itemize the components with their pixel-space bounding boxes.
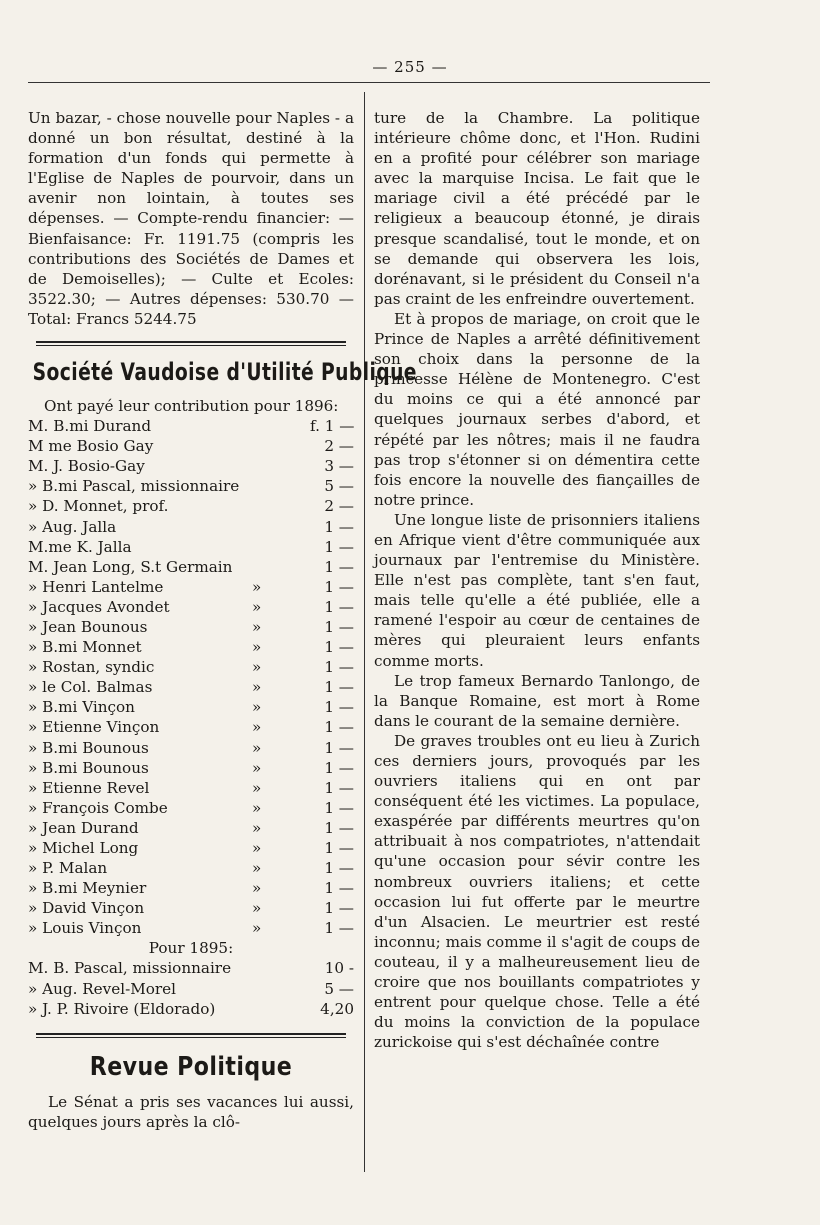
donor-row [28, 778, 354, 798]
donor-amount: 1 — [324, 778, 354, 797]
donor-ditto-mark [252, 958, 310, 978]
donor-name: » Louis Vinçon [28, 919, 142, 938]
donor-list-1895 [28, 958, 354, 1018]
donor-row [28, 657, 354, 677]
donor-ditto-mark: » [252, 839, 262, 857]
donor-name: » François Combe [28, 798, 168, 817]
donor-ditto-mark: » [252, 638, 262, 657]
donor-name: » B.mi Bounous [28, 738, 149, 757]
donor-ditto-mark [252, 456, 310, 476]
donor-amount: 1 — [324, 899, 354, 918]
donor-row [28, 416, 354, 436]
donor-ditto-mark: » [252, 658, 262, 677]
donor-amount: 4,20 [320, 999, 354, 1018]
donor-row [28, 517, 354, 537]
section-rule-2 [36, 1033, 346, 1038]
donor-row [28, 858, 354, 878]
donor-name: » Henri Lantelme [28, 577, 164, 596]
donor-name: » B.mi Meynier [28, 879, 147, 898]
right-column [374, 108, 700, 1052]
revue-title: Revue Politique [89, 1051, 293, 1082]
donor-name: » Jacques Avondet [28, 597, 170, 616]
donor-amount: 2 — [324, 497, 354, 516]
donor-row [28, 958, 354, 978]
donor-amount: 3 — [324, 457, 354, 476]
donor-name: » Michel Long [28, 839, 139, 857]
donor-ditto-mark [252, 537, 310, 557]
donor-ditto-mark: » [252, 738, 262, 757]
donor-ditto-mark: » [252, 899, 262, 918]
donor-name: » Etienne Vinçon [28, 718, 160, 737]
donor-ditto-mark: » [252, 818, 262, 837]
zurich-paragraph: De graves troubles ont eu lieu à Zurich ces derniers jours, provoqués par les ouvriers italiens qui en ont par conséquent été les victimes. La populace, exaspérée par différents meurtres qu'on attribuait à nos compatriotes, n'attendait qu'une occasion pour sévir contre les nombreux ouvriers italiens; et cette occasion lui fut offerte par le meurtre d'un Alsacien. Le meurtrier est resté inconnu; mais comme il s'agit de coups de couteau, il y a malheureusement lieu de croire que nos bouillants compatriotes y entrent pour quelque chose. Telle a été du moins la conviction de la populace zurickoise qui s'est déchaînée contre [374, 731, 700, 1052]
donor-amount: 1 — [324, 859, 354, 878]
donor-amount: 1 — [324, 738, 354, 757]
donor-amount: 1 — [324, 557, 354, 576]
donor-name: » Aug. Jalla [28, 517, 117, 536]
donor-amount: 1 — [324, 758, 354, 777]
donor-name: M. B. Pascal, missionnaire [28, 959, 232, 978]
donor-name: » Jean Durand [28, 818, 139, 837]
donor-row [28, 496, 354, 516]
revue-paragraph: Le Sénat a pris ses vacances lui aussi, quelques jours après la clô- [28, 1092, 354, 1131]
donor-ditto-mark: » [252, 617, 262, 636]
donor-ditto-mark [252, 436, 310, 456]
donor-ditto-mark: » [252, 758, 262, 777]
donor-amount: 1 — [324, 617, 354, 636]
donor-amount: 1 — [324, 919, 354, 938]
donor-amount: 2 — [324, 437, 354, 456]
donor-amount: 1 — [324, 517, 354, 536]
donor-row [28, 476, 354, 496]
donor-row [28, 979, 354, 999]
donor-row [28, 918, 354, 938]
donor-name: M.me K. Jalla [28, 537, 132, 556]
donor-name: M me Bosio Gay [28, 437, 154, 456]
donor-name: » D. Monnet, prof. [28, 497, 169, 516]
donor-row [28, 537, 354, 557]
section-rule [36, 341, 346, 346]
donor-ditto-mark [252, 517, 310, 537]
donor-ditto-mark [252, 496, 310, 516]
donor-amount: 5 — [324, 477, 354, 496]
society-title: Société Vaudoise d'Utilité Publique [32, 358, 417, 387]
donor-name: M. Jean Long, S.t Germain [28, 557, 233, 576]
donor-name: » Jean Bounous [28, 617, 148, 636]
donor-name: » J. P. Rivoire (Eldorado) [28, 999, 216, 1018]
donor-name: » Aug. Revel-Morel [28, 979, 177, 998]
donor-amount: 1 — [324, 678, 354, 697]
donor-amount: 10 - [324, 959, 354, 978]
donor-name: » B.mi Vinçon [28, 698, 135, 717]
donor-row [28, 456, 354, 476]
donor-name: » David Vinçon [28, 899, 145, 918]
donor-row [28, 436, 354, 456]
donor-amount: 1 — [324, 638, 354, 657]
subheading-1895: Pour 1895: [148, 939, 234, 958]
donor-row [28, 798, 354, 818]
bazar-paragraph: Un bazar, - chose nouvelle pour Naples - a donné un bon résultat, destiné à la formation d'un fonds qui permette à l'Eglise de Naples de pourvoir, dans un avenir non lointain, à toutes ses dépenses. — Compte-rendu financier: —Bienfaisance: Fr. 1191.75 (compris les contributions des Sociétés de Dames et de Demoiselles); — Culte et Ecoles: 3522.30; — Autres dépenses: 530.70 — Total: Francs 5244.75 [28, 109, 354, 328]
page-number: — 255 — [372, 58, 448, 76]
donor-amount: 1 — [324, 597, 354, 616]
donor-row [28, 878, 354, 898]
donor-name: » B.mi Pascal, missionnaire [28, 477, 240, 496]
donor-row [28, 697, 354, 717]
donor-ditto-mark [252, 979, 310, 999]
donor-name: » B.mi Monnet [28, 638, 142, 657]
donor-row [28, 738, 354, 758]
donor-ditto-mark: » [252, 798, 262, 817]
donor-ditto-mark: » [252, 718, 262, 737]
donor-ditto-mark: » [252, 698, 262, 717]
donor-amount: 1 — [324, 839, 354, 857]
donor-ditto-mark: » [252, 597, 262, 616]
donor-name: » Etienne Revel [28, 778, 150, 797]
donor-ditto-mark [252, 999, 310, 1019]
left-column [28, 108, 417, 1132]
donor-name: » P. Malan [28, 859, 108, 878]
contribution-intro: Ont payé leur contribution pour 1896: [44, 397, 339, 416]
donor-row [28, 999, 354, 1019]
donor-name: M. J. Bosio-Gay [28, 457, 145, 476]
donor-row [28, 818, 354, 838]
donor-row [28, 758, 354, 778]
donor-amount: 1 — [324, 658, 354, 677]
rudini-paragraph: ture de la Chambre. La politique intérieure chôme donc, et l'Hon. Rudini en a profité pour célébrer son mariage avec la marquise Incisa. Le fait que le mariage civil a été précédé par le religieux a beaucoup étonné, je dirais presque scandalisé, tout le monde, et on se demande qui observera les lois, dorénavant, si le président du Conseil n'a pas craint de les enfreindre ouvertement. [374, 109, 700, 308]
donor-ditto-mark: » [252, 879, 262, 898]
prince-paragraph: Et à propos de mariage, on croit que le Prince de Naples a arrêté définitivement son choix dans la personne de la princesse Hélène de Montenegro. C'est du moins ce qui a été annoncé par quelques journaux serbes d'abord, et répété par les nôtres; mais il ne faudra pas trop s'étonner si on démentira cette fois encore la nouvelle des fiançailles de notre prince. [374, 309, 700, 509]
donor-amount: 1 — [324, 698, 354, 717]
donor-row [28, 838, 354, 858]
donor-amount: 1 — [324, 718, 354, 737]
donor-ditto-mark [252, 557, 310, 577]
donor-amount: 1 — [324, 879, 354, 898]
donor-ditto-mark [252, 416, 310, 436]
donor-list-1896 [28, 416, 354, 938]
donor-row [28, 617, 354, 637]
donor-ditto-mark: » [252, 678, 262, 697]
donor-row [28, 717, 354, 737]
donor-ditto-mark: » [252, 778, 262, 797]
donor-row [28, 597, 354, 617]
donor-amount: 1 — [324, 577, 354, 596]
donor-name: » le Col. Balmas [28, 678, 153, 697]
donor-name: » B.mi Bounous [28, 758, 149, 777]
donor-amount: f. 1 — [310, 417, 355, 436]
donor-ditto-mark: » [252, 859, 262, 878]
prisoners-paragraph: Une longue liste de prisonniers italiens en Afrique vient d'être communiquée aux journaux par l'entremise du Ministère. Elle n'est pas complète, tant s'en faut, mais telle qu'elle a été publiée, elle a ramené l'espoir au cœur de centaines de mères qui pleuraient leurs enfants comme morts. [374, 510, 700, 670]
donor-amount: 1 — [324, 537, 354, 556]
donor-name: M. B.mi Durand [28, 417, 152, 436]
donor-amount: 1 — [324, 818, 354, 837]
donor-amount: 1 — [324, 798, 354, 817]
tanlongo-paragraph: Le trop fameux Bernardo Tanlongo, de la Banque Romaine, est mort à Rome dans le courant de la semaine dernière. [374, 671, 700, 730]
header-rule [28, 82, 710, 83]
donor-row [28, 898, 354, 918]
donor-row [28, 637, 354, 657]
donor-row [28, 557, 354, 577]
donor-ditto-mark: » [252, 577, 262, 596]
donor-ditto-mark [252, 476, 310, 496]
donor-name: » Rostan, syndic [28, 658, 155, 677]
donor-amount: 5 — [324, 979, 354, 998]
donor-row [28, 577, 354, 597]
column-divider [364, 92, 365, 1172]
donor-row [28, 677, 354, 697]
donor-ditto-mark: » [252, 919, 262, 938]
